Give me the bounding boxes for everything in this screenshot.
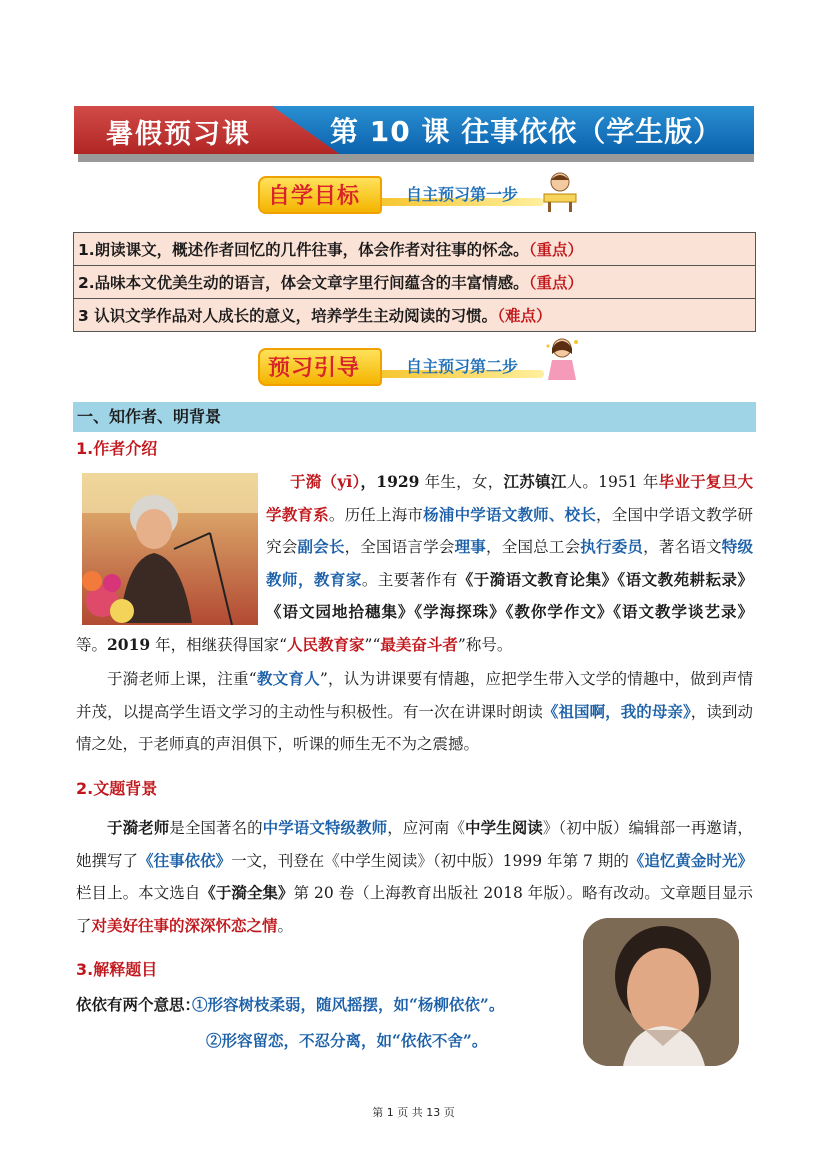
author-heading: 1.作者介绍 — [76, 439, 158, 458]
title-meaning-lead: 依依有两个意思： — [76, 995, 201, 1014]
tag-pill — [258, 176, 382, 214]
background-heading: 2.文题背景 — [76, 779, 158, 798]
keyword: 对美好往事的深深怀恋之情 — [91, 915, 278, 935]
author-name: 于漪老师 — [107, 818, 170, 837]
keyword: 中学生阅读 — [465, 818, 543, 837]
text-segment: 。历任上海市 — [328, 505, 424, 524]
position: 执行委员 — [580, 537, 644, 556]
tag-title: 预习引导 — [268, 356, 361, 381]
text-segment: ，读到动情之处，于老师真的声泪俱下，听课的师生无不为之震撼。 — [76, 702, 753, 753]
text-segment: 第 20 卷（上海教育出版社 2018 年版）。略有改动。文章题目显示了 — [76, 884, 753, 935]
text-segment: 年，相继获得国家“ — [150, 635, 288, 654]
page-title: 第 10 课 往事依依（学生版） — [330, 115, 723, 148]
keyword: 《往事依依》 — [138, 850, 232, 870]
page-footer: 第 1 页 共 13 页 — [372, 1106, 455, 1119]
title-explanation-heading: 3.解释题目 — [76, 960, 158, 979]
goal-text: 1.朗读课文，概述作者回忆的几件往事，体会作者对往事的怀念。 — [78, 241, 529, 259]
position: 副会长 — [297, 537, 345, 556]
goal-text: 3 认识文学作品对人成长的意义，培养学生主动阅读的习惯。 — [78, 307, 498, 325]
student-reading-icon — [538, 170, 582, 214]
section-tag-guide — [258, 348, 578, 384]
text-segment: 》（初中版）编辑部一再邀请，她撰写了 — [76, 819, 753, 870]
text-segment: 人。1951 年 — [566, 473, 659, 491]
keyword: 《于漪全集》 — [200, 883, 294, 902]
author-teaching-paragraph — [76, 663, 753, 761]
tag-title: 自学目标 — [268, 184, 361, 209]
text-segment: 。 — [277, 916, 294, 935]
goal-mark: （重点） — [528, 241, 583, 259]
tag-pill — [258, 348, 382, 386]
tag-subtitle: 自主预习第二步 — [406, 357, 519, 376]
text-segment: ， — [360, 472, 377, 491]
keyword: 教文育人 — [256, 669, 320, 688]
keyword: 中学语文特级教师 — [262, 818, 388, 837]
section-tag-goals — [258, 176, 578, 212]
text-segment: ”，认为讲课要有情趣，应把学生带入文学的情趣中，做到声情并茂，以提高学生语文学习的主动性与积极性。有一次在讲课时朗读 — [76, 670, 753, 721]
text-segment: ，全国总工会 — [486, 538, 581, 556]
text-segment: ，全国语言学会 — [344, 538, 455, 556]
section-heading-bar: 一、知作者、明背景 — [73, 402, 756, 432]
goal-row — [74, 299, 756, 332]
text-segment: ，著名语文 — [643, 538, 722, 556]
position: 杨浦中学语文教师、校长 — [423, 504, 597, 524]
position: 特级教师，教育家 — [266, 537, 753, 589]
award-year: 2019 — [107, 634, 151, 654]
goal-text: 2.品味本文优美生动的语言，体会文章字里行间蕴含的丰富情感。 — [78, 274, 529, 292]
honor: 最美奋斗者 — [380, 634, 458, 654]
goal-mark: （重点） — [528, 274, 583, 292]
works-list: 《于漪语文教育论集》《语文教苑耕耘录》《语文园地拾穗集》《学海探珠》《教你学作文》《语文教学谈艺录》 — [266, 569, 753, 621]
author-intro-paragraph — [76, 466, 753, 661]
text-segment: 于漪老师上课，注重“ — [107, 670, 257, 688]
graduation: 毕业于复旦大学教育系 — [266, 472, 753, 524]
birth-year: 1929 — [376, 472, 420, 491]
text-segment: 年生，女， — [419, 473, 504, 491]
text-segment: 是全国著名的 — [169, 819, 263, 837]
text-segment: ”称号。 — [457, 635, 513, 654]
goal-row — [74, 266, 756, 299]
text-segment: ，全国中学语文教学研究会 — [266, 505, 753, 556]
banner-course-type: 暑假预习课 — [106, 119, 251, 150]
goal-mark: （难点） — [497, 307, 552, 325]
goals-table — [73, 232, 756, 332]
photo-float-spacer — [76, 466, 266, 624]
keyword: 《追忆黄金时光》 — [628, 850, 753, 870]
page-banner — [74, 106, 754, 158]
author-portrait — [583, 918, 739, 1066]
honor: 人民教育家 — [287, 634, 365, 654]
hometown: 江苏镇江 — [503, 472, 567, 491]
author-name: 于漪（yī） — [290, 472, 361, 491]
title-meaning-1: ①形容树枝柔弱，随风摇摆，如“杨柳依依”。 — [192, 995, 505, 1014]
text-segment: 栏目上。本文选自 — [76, 884, 201, 902]
text-segment: ”“ — [364, 635, 381, 654]
tag-subtitle: 自主预习第一步 — [406, 185, 519, 204]
text-segment: 一文，刊登在《中学生阅读》（初中版）1999 年第 7 期的 — [231, 851, 629, 870]
text-segment: 等。 — [76, 635, 108, 654]
position: 理事 — [454, 537, 487, 556]
student-girl-icon — [542, 336, 582, 384]
text-segment: ，应河南《 — [387, 819, 466, 837]
goal-row — [74, 233, 756, 266]
text-segment: 。主要著作有 — [361, 570, 458, 589]
title-meaning-2: ②形容留恋，不忍分离，如“依依不舍”。 — [206, 1031, 488, 1050]
keyword: 《祖国啊，我的母亲》 — [542, 701, 691, 721]
